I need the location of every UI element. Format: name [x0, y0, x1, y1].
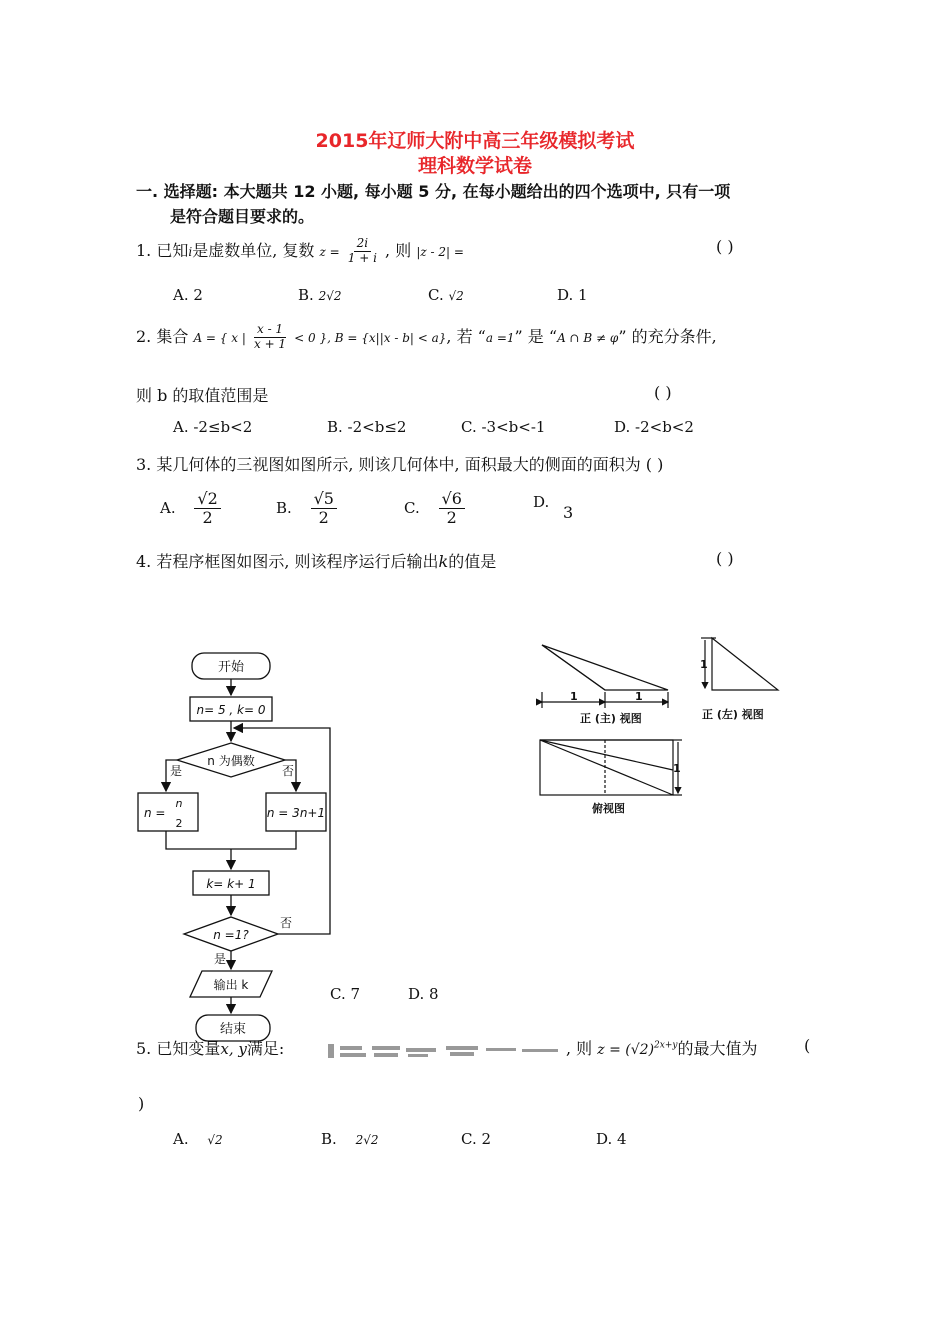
- flow-even-num: n: [175, 797, 183, 810]
- q5-constraints-image: [326, 1040, 564, 1062]
- q5-option-d: D. 4: [596, 1130, 627, 1148]
- front-view-label: 正 (主) 视图: [580, 712, 642, 725]
- top-dim: 1: [673, 762, 681, 775]
- q4-k: k: [438, 552, 449, 571]
- flow-init-text: n= 5 , k= 0: [196, 703, 266, 717]
- flow-output-text: 输出 k: [213, 978, 249, 992]
- q2-stem-a: 2. 集合: [136, 326, 189, 346]
- side-view-label: 正 (左) 视图: [702, 708, 764, 721]
- q1-den: 1 + i: [347, 250, 377, 265]
- side-dim: 1: [700, 658, 708, 671]
- q3-option-c: [404, 490, 465, 528]
- q1-option-c-math: √2: [448, 289, 464, 303]
- q5-tail: [566, 1036, 758, 1059]
- flow-yes1: 是: [170, 764, 183, 778]
- question-1: [136, 237, 464, 266]
- q1-option-d: D. 1: [557, 286, 588, 304]
- q5-option-a-math: √2: [207, 1133, 223, 1147]
- q5-paren-open: (: [804, 1036, 811, 1055]
- q3-option-b: [276, 490, 337, 528]
- q4-option-c: C. 7: [330, 985, 361, 1003]
- flow-end-text: 结束: [219, 1022, 247, 1037]
- three-view-figure: [530, 630, 790, 824]
- q5-option-b-label: B.: [321, 1130, 337, 1148]
- q5-option-a: [173, 1130, 223, 1148]
- q1-fraction: [345, 237, 380, 266]
- q5-stem-c: , 则: [566, 1039, 593, 1058]
- q4-stem-b: 的值是: [448, 552, 497, 571]
- q5-z-exp: 2x+y: [654, 1040, 678, 1051]
- q1-stem-c: , 则: [385, 240, 412, 260]
- q3-b-den: 2: [318, 508, 329, 528]
- flow-cond1-text: n 为偶数: [207, 754, 255, 768]
- q2-answer-paren: ( ): [654, 383, 672, 402]
- q1-option-b-math: 2√2: [318, 289, 342, 303]
- flow-start-text: 开始: [217, 660, 245, 675]
- q2-set-a-fraction: [251, 323, 289, 352]
- q3-a-num: √2: [194, 490, 220, 509]
- q1-option-b: [298, 286, 342, 304]
- q1-stem-b: 是虚数单位, 复数: [192, 240, 315, 260]
- flow-odd-text: n = 3n+1: [266, 806, 326, 820]
- q1-stem-a: 1. 已知: [136, 240, 189, 260]
- q1-answer-paren: ( ): [716, 237, 734, 256]
- section-heading-cont: 是符合题目要求的。: [170, 207, 315, 226]
- q5-option-b-math: 2√2: [355, 1133, 379, 1147]
- q1-option-a: A. 2: [173, 286, 203, 304]
- q2-set-a-num: x - 1: [254, 323, 286, 338]
- q3-option-b-label: B.: [276, 498, 292, 517]
- q3-a-den: 2: [202, 508, 213, 528]
- q1-option-c: [428, 286, 464, 304]
- q3-option-a: [160, 490, 221, 528]
- q5-z-expr: z = (√2): [597, 1042, 655, 1058]
- q5-stem-d: 的最大值为: [677, 1039, 758, 1058]
- flow-no1: 否: [282, 764, 295, 778]
- q5-option-b: [321, 1130, 379, 1148]
- flowchart-figure: [130, 645, 350, 1049]
- q5-vars: x, y: [220, 1040, 247, 1058]
- question-5: [136, 1036, 284, 1059]
- q3-option-b-frac: [311, 490, 337, 528]
- flow-no2: 否: [280, 916, 293, 930]
- q4-option-d: D. 8: [408, 985, 439, 1003]
- q5-option-c: C. 2: [461, 1130, 492, 1148]
- q3-c-den: 2: [446, 508, 457, 528]
- flow-even-text: n =: [144, 806, 166, 820]
- q5-stem-b: 满足:: [246, 1039, 285, 1058]
- q2-stem-c: ” 是 “: [514, 326, 558, 346]
- q5-paren-close: ): [138, 1094, 145, 1113]
- section-heading: 一. 选择题: 本大题共 12 小题, 每小题 5 分, 在每小题给出的四个选项中, 只有一项: [136, 182, 731, 201]
- q3-option-c-label: C.: [404, 498, 420, 517]
- exam-title: 2015年辽师大附中高三年级模拟考试: [315, 130, 635, 152]
- flow-yes2: 是: [214, 952, 227, 966]
- q4-stem-a: 4. 若程序框图如图示, 则该程序运行后输出: [136, 552, 439, 571]
- q2-set-b: , B = {x||x - b| < a}: [327, 330, 447, 345]
- q3-option-a-frac: [194, 490, 220, 528]
- q3-b-num: √5: [311, 490, 337, 509]
- q2-set-a-den: x + 1: [253, 336, 287, 351]
- q1-i: i: [188, 244, 193, 259]
- q2-set-a-left: A = { x |: [193, 330, 246, 345]
- q2-line-2: 则 b 的取值范围是: [136, 386, 269, 405]
- q3-option-c-frac: [439, 490, 465, 528]
- q5-option-a-label: A.: [173, 1130, 189, 1148]
- front-dim-2: 1: [635, 690, 643, 703]
- q1-option-b-label: B.: [298, 286, 314, 304]
- q4-answer-paren: ( ): [716, 549, 734, 568]
- q1-abs: |z - 2| =: [416, 244, 464, 259]
- q2-set-a-right: < 0 }: [294, 330, 328, 345]
- side-view-shape: [712, 638, 778, 690]
- top-view-label: 俯视图: [592, 802, 625, 815]
- q2-option-b: B. -2<b≤2: [327, 418, 407, 436]
- question-4: [136, 549, 496, 572]
- q3-option-d-label: D.: [533, 493, 550, 511]
- q3-c-num: √6: [439, 490, 465, 509]
- q2-stem-b: , 若 “: [446, 326, 486, 346]
- q2-option-a: A. -2≤b<2: [173, 418, 253, 436]
- flow-cond2-text: n =1?: [213, 928, 249, 942]
- front-view-shape: [542, 645, 668, 690]
- q1-option-c-label: C.: [428, 286, 444, 304]
- q2-cond-1: a =1: [485, 330, 515, 345]
- exam-subtitle: 理科数学试卷: [417, 155, 532, 177]
- q2-option-c: C. -3<b<-1: [461, 418, 546, 436]
- q2-option-d: D. -2<b<2: [614, 418, 694, 436]
- question-2: [136, 323, 717, 352]
- q3-option-a-label: A.: [160, 498, 176, 517]
- front-dim-1: 1: [570, 690, 578, 703]
- q2-stem-d: ” 的充分条件,: [618, 326, 717, 346]
- q2-cond-2: A ∩ B ≠ φ: [557, 330, 619, 345]
- q5-stem-a: 5. 已知变量: [136, 1039, 221, 1058]
- flow-even-den: 2: [175, 817, 183, 830]
- question-3: 3. 某几何体的三视图如图所示, 则该几何体中, 面积最大的侧面的面积为 ( ): [136, 455, 664, 474]
- q1-z: z =: [319, 244, 340, 259]
- q1-num: 2i: [354, 237, 371, 252]
- flow-inc-text: k= k+ 1: [206, 877, 256, 891]
- q3-option-d-value: 3: [563, 503, 574, 522]
